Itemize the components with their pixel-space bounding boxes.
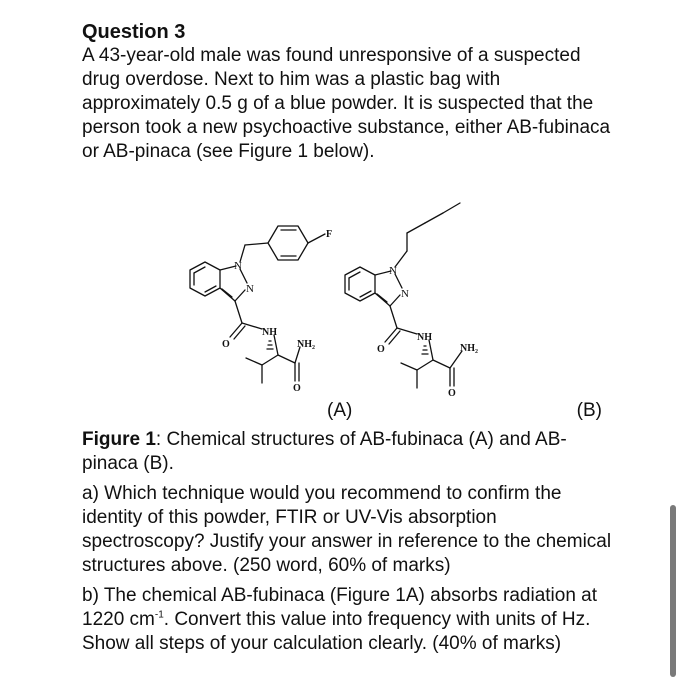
question-title: Question 3 [82,21,186,43]
part-b-superscript: -1 [154,609,164,621]
figure-label-a: (A) [327,400,353,421]
atom-a-n1: N [234,260,242,272]
part-b-after: . Convert this value into frequency with units of Hz. Show all steps of your calculation clearly. (40% of marks) [82,609,591,654]
figure-caption-label: Figure 1 [82,429,156,450]
atom-a-n2: N [246,283,254,295]
atom-a-f: F [326,229,333,240]
scrollbar-thumb[interactable] [670,505,676,677]
question-intro: A 43-year-old male was found unresponsive of a suspected drug overdose. Next to him was a plastic bag with approximately 0.5 g of a blue powder. It is suspected that the person took a new psychoactive substance, either AB-fubinaca or AB-pinaca (see Figure 1 below). [82,45,611,162]
atom-a-nh: NH [262,327,277,338]
atom-b-o1: O [377,344,385,355]
atom-a-o1: O [222,339,230,350]
question-block [82,20,622,164]
figure-labels [82,398,602,424]
part-b-text [82,584,622,656]
part-a-text: a) Which technique would you recommend to confirm the identity of this powder, FTIR or UV-Vis absorption spectroscopy? Justify your answer in reference to the chemical structures above. (250 word, 60% of marks) [82,483,612,576]
part-b-before: b) The chemical AB-fubinaca (Figure 1A) absorbs radiation at 1220 cm [82,585,598,630]
structure-a-bonds [190,226,325,383]
atom-b-nh2: NH₂ [460,343,478,354]
structures-diagram [150,195,540,405]
atom-b-n2: N [401,288,409,300]
atom-b-o2: O [448,388,456,399]
figure-caption [82,428,622,476]
atom-b-n1: N [389,265,397,277]
figure-label-b: (B) [576,400,602,421]
figure-caption-text: : Chemical structures of AB-fubinaca (A) and AB-pinaca (B). [82,429,567,474]
figure-chemical-structures [150,195,540,405]
lower-block [82,428,622,656]
atom-a-nh2: NH₂ [297,339,315,350]
atom-b-nh: NH [417,332,432,343]
atom-a-o2: O [293,383,301,394]
